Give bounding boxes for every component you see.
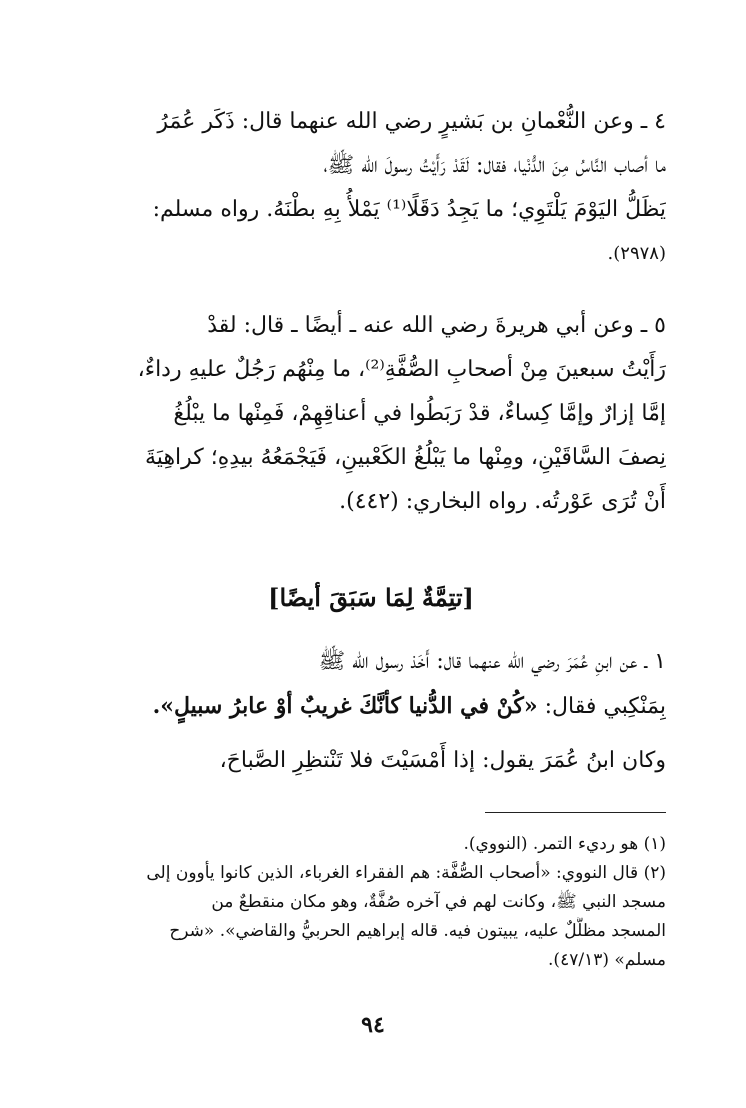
hadith-4-line: يَظَلُّ اليَوْمَ يَلْتَوِي؛ ما يَجِدُ دَقَلًا⁽¹⁾ يَمْلأُ بِهِ بطْنَهُ. رواه مسلم:	[152, 197, 666, 222]
hadith-1-paragraph	[76, 640, 666, 783]
hadith-5-line: نِصفَ السَّاقَيْنِ، ومِنْها ما يَبْلُغُ الكَعْبينِ، فَيَجْمَعُهُ بيدِهِ؛ كراهِيَةَ	[145, 445, 666, 470]
hadith-4-line: ما أصاب النَّاسُ مِنَ الدُّنْيا، فقال: لَقَدْ رَأَيْتُ رسولَ الله ﷺ،	[323, 153, 666, 178]
hadith-1-line: ١ ـ عن ابنِ عُمَرَ رضي الله عنهما قال: أَخَذ رسول الله ﷺ	[318, 649, 666, 674]
footnotes	[76, 830, 666, 975]
hadith-1-line: وكان ابنُ عُمَرَ يقول: إذا أَمْسَيْتَ فلا تَنْتظِرِ الصَّباحَ،	[219, 748, 666, 773]
hadith-4-paragraph	[76, 100, 666, 276]
hadith-5-line: ٥ ـ وعن أبي هريرةَ رضي الله عنه ـ أيضًا ـ قال: لقدْ	[207, 313, 666, 338]
footnote-2-line: مسلم» (٤٧/١٣).	[548, 950, 666, 970]
prophet-quote: «كُنْ في الدُّنيا كأنَّكَ غريبٌ أوْ عابرُ سبيلٍ».	[152, 693, 538, 719]
hadith-1-intro: بِمَنْكِبي فقال:	[537, 694, 666, 719]
hadith-5-line: إمَّا إزارٌ وإمَّا كِساءٌ، قدْ رَبَطُوا في أعناقِهِمْ، فَمِنْها ما يبْلُغُ	[173, 401, 666, 426]
footnote-1: (١) هو رديء التمر. (النووي).	[463, 834, 666, 854]
footnote-divider	[485, 812, 666, 813]
hadith-5-line: أَنْ تُرَى عَوْرتُه. رواه البخاري: (٤٤٢).	[339, 489, 666, 514]
hadith-5-paragraph	[76, 304, 666, 524]
hadith-4-line: (٢٩٧٨).	[607, 243, 666, 264]
hadith-4-line: ٤ ـ وعن النُّعْمانِ بن بَشيرٍ رضي الله عنهما قال: ذَكَر عُمَرُ	[157, 109, 666, 134]
footnote-2-line: المسجد مظلَّلٌ عليه، يبيتون فيه. قاله إبراهيم الحربيُّ والقاضي». «شرح	[169, 921, 666, 941]
hadith-1-line-2	[76, 684, 666, 729]
footnote-2-line: (٢) قال النووي: «أصحاب الصُّفَّة: هم الفقراء الغرباء، الذين كانوا يأوون إلى	[146, 863, 666, 883]
hadith-5-line: رَأَيْتُ سبعينَ مِنْ أصحابِ الصُّفَّةِ⁽²⁾، ما مِنْهُم رَجُلٌ عليهِ رداءٌ،	[137, 357, 666, 382]
footnote-2-line: مسجد النبي ﷺ، وكانت لهم في آخره صُفَّةٌ، وهو مكان منقطعٌ من	[211, 892, 666, 912]
page-number: ٩٤	[361, 1012, 385, 1038]
section-heading: [تتِمَّةٌ لِمَا سَبَقَ أيضًا]	[268, 583, 474, 612]
